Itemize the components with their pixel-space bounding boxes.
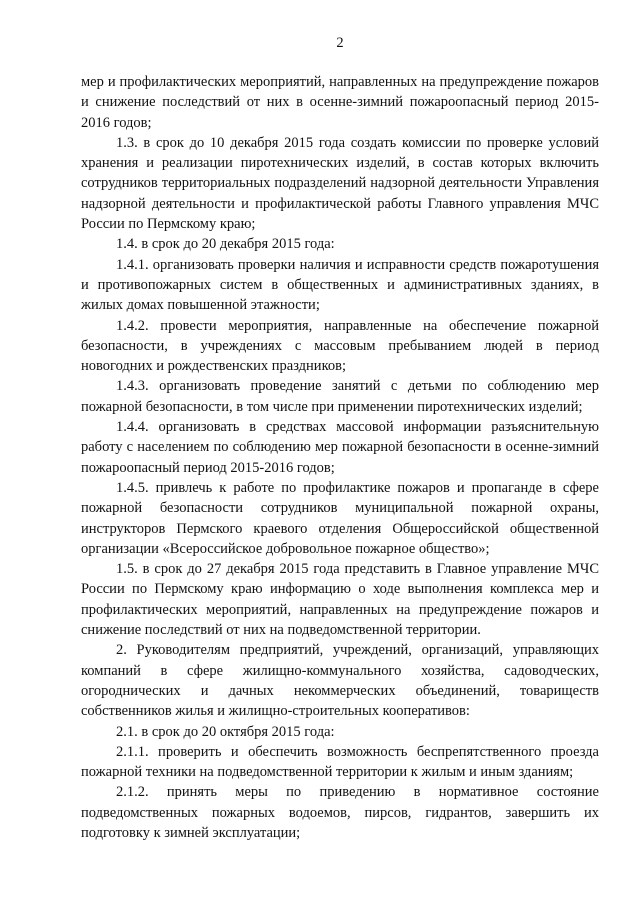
document-page (81, 34, 599, 843)
paragraph-2-1-2: 2.1.2. принять меры по приведению в нормативное состояние подведомственных пожарных водоемов, пирсов, гидрантов, завершить их подготовку к зимней эксплуатации; (81, 784, 599, 841)
paragraph-2: 2. Руководителям предприятий, учреждений, организаций, управляющих компаний в сфере жилищно-коммунального хозяйства, садоводческих, огороднических и дачных некоммерческих объединений, товариществ собственников жилья и жилищно-строительных кооперативов: (81, 642, 599, 720)
paragraph-1-4-3: 1.4.3. организовать проведение занятий с детьми по соблюдению мер пожарной безопасности, в том числе при применении пиротехнических изделий; (81, 378, 599, 415)
paragraph-1-4: 1.4. в срок до 20 декабря 2015 года: (116, 236, 335, 253)
paragraph-1: мер и профилактических мероприятий, направленных на предупреждение пожаров и снижение последствий от них в осенне-зимний пожароопасный период 2015-2016 годов; (81, 74, 599, 131)
document-body (81, 72, 599, 843)
paragraph-1-5: 1.5. в срок до 27 декабря 2015 года представить в Главное управление МЧС России по Пермскому краю информацию о ходе выполнения комплекса мер и профилактических мероприятий, направленных на предупреждение пожаров и снижение последствий от них на подведомственной территории. (81, 561, 599, 639)
paragraph-2-1-1: 2.1.1. проверить и обеспечить возможность беспрепятственного проезда пожарной техники на подведомственной территории к жилым и иным зданиям; (81, 743, 599, 781)
paragraph-1-3: 1.3. в срок до 10 декабря 2015 года создать комиссии по проверке условий хранения и реализации пиротехнических изделий, в состав которых включить сотрудников территориальных подразделений надзорной деятельности Управления надзорной деятельности и профилактической работы Главного управления МЧС России по Пермскому краю; (81, 134, 599, 233)
page-number: 2 (336, 35, 344, 51)
paragraph-2-1: 2.1. в срок до 20 октября 2015 года: (116, 723, 335, 740)
paragraph-1-4-4: 1.4.4. организовать в средствах массовой информации разъяснительную работу с населением по соблюдению мер пожарной безопасности в осенне-зимний пожароопасный период 2015-2016 годов; (81, 419, 599, 476)
paragraph-1-4-2: 1.4.2. провести мероприятия, направленные на обеспечение пожарной безопасности, в учреждениях с массовым пребыванием людей в период новогодних и рождественских праздников; (81, 317, 599, 375)
paragraph-1-4-5: 1.4.5. привлечь к работе по профилактике пожаров и пропаганде в сфере пожарной безопасности сотрудников муниципальной пожарной охраны, инструкторов Пермского краевого отделения Общероссийской общественной организации «Всероссийское добровольное пожарное общество»; (81, 479, 599, 557)
paragraph-1-4-1: 1.4.1. организовать проверки наличия и исправности средств пожаротушения и противопожарных систем в общественных и административных зданиях, в жилых домах повышенной этажности; (81, 256, 599, 314)
